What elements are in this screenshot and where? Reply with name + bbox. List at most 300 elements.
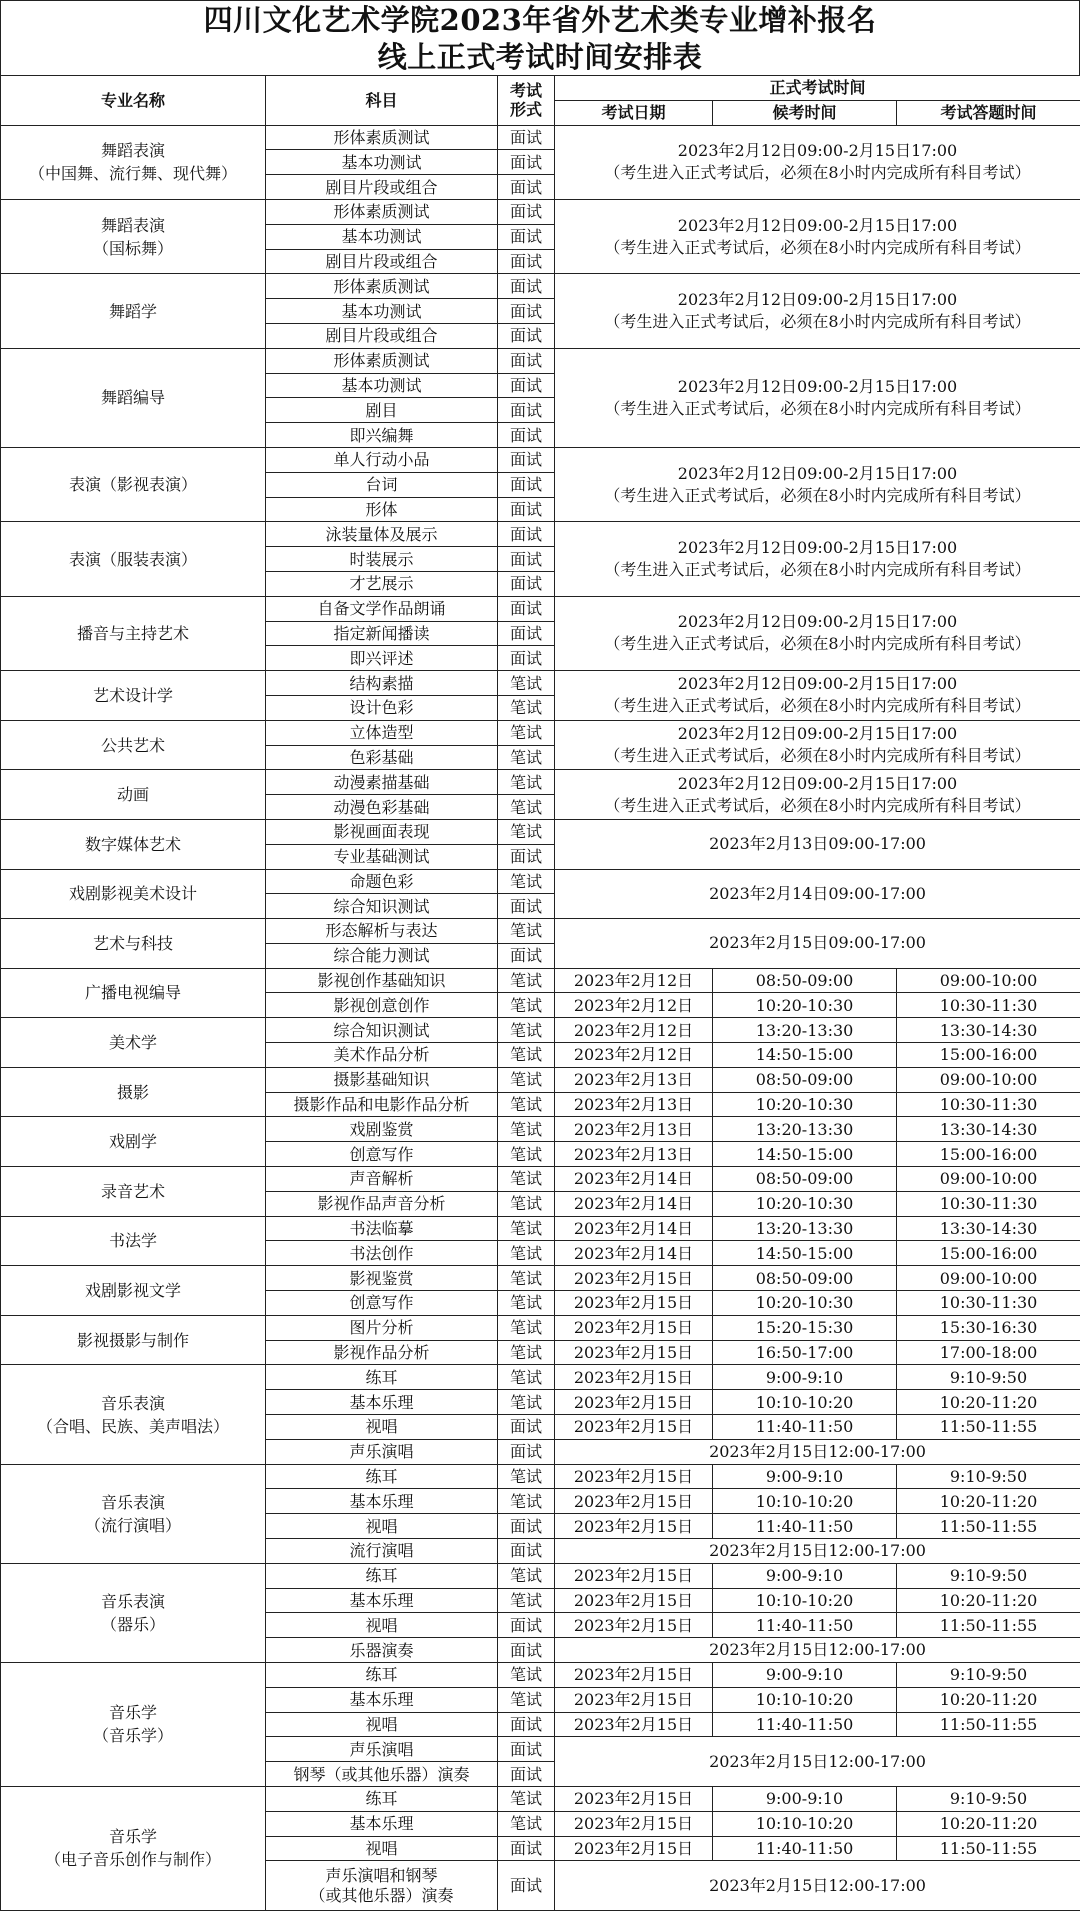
exam-format-cell: 笔试 [498,1291,555,1316]
exam-format-cell: 笔试 [498,1266,555,1291]
exam-date-cell: 2023年2月12日 [555,1018,713,1043]
exam-window-note: （考生进入正式考试后，必须在8小时内完成所有科目考试） [604,696,1031,716]
exam-format-cell: 面试 [498,150,555,175]
subject-cell: 视唱 [266,1613,498,1638]
answer-time-cell: 09:00-10:00 [897,1067,1080,1092]
exam-date-cell: 2023年2月12日 [555,968,713,993]
answer-time-cell: 10:30-11:30 [897,1191,1080,1216]
subject-cell: 影视作品声音分析 [266,1191,498,1216]
answer-time-cell: 15:00-16:00 [897,1043,1080,1068]
exam-date-cell: 2023年2月15日 [555,1563,713,1588]
wait-time-cell: 10:10-10:20 [713,1489,897,1514]
exam-date-cell: 2023年2月15日 [555,1687,713,1712]
table-row [1,968,1080,993]
major-name-line: 播音与主持艺术 [76,623,189,643]
exam-format-cell: 笔试 [498,1191,555,1216]
subject-cell: 摄影作品和电影作品分析 [266,1092,498,1117]
exam-window-note: （考生进入正式考试后，必须在8小时内完成所有科目考试） [604,634,1031,654]
exam-format-cell: 笔试 [498,1786,555,1811]
exam-format-cell: 面试 [498,1861,555,1911]
header-answer-time: 考试答题时间 [897,100,1080,125]
subject-cell: 即兴评述 [266,646,498,671]
exam-format-cell: 面试 [498,224,555,249]
exam-date-cell: 2023年2月15日 [555,1811,713,1836]
major-name-cell [1,1266,266,1316]
exam-format-cell: 笔试 [498,1464,555,1489]
exam-format-cell: 面试 [498,621,555,646]
exam-format-cell: 面试 [498,1836,555,1861]
answer-time-cell: 10:20-11:20 [897,1811,1080,1836]
exam-window-range: 2023年2月13日09:00-17:00 [709,834,926,854]
table-row [1,199,1080,224]
header-subject: 科目 [266,76,498,126]
answer-time-cell: 9:10-9:50 [897,1663,1080,1688]
subject-cell: 基本功测试 [266,150,498,175]
answer-time-cell: 10:30-11:30 [897,993,1080,1018]
answer-time-cell: 13:30-14:30 [897,1018,1080,1043]
major-name-cell [1,199,266,273]
subject-line: （或其他乐器）演奏 [309,1885,454,1905]
subject-cell: 形态解析与表达 [266,919,498,944]
wait-time-cell: 10:10-10:20 [713,1588,897,1613]
major-name-line: 书法学 [108,1231,157,1251]
header-row-1 [1,76,1080,101]
subject-cell: 形体素质测试 [266,125,498,150]
exam-window-note: （考生进入正式考试后，必须在8小时内完成所有科目考试） [604,560,1031,580]
wait-time-cell: 14:50-15:00 [713,1043,897,1068]
header-format-line-1: 考试 [509,81,542,101]
subject-cell: 钢琴（或其他乐器）演奏 [266,1762,498,1787]
exam-format-cell: 面试 [498,1415,555,1440]
exam-date-cell: 2023年2月14日 [555,1216,713,1241]
exam-format-cell: 笔试 [498,1811,555,1836]
exam-window-cell: 2023年2月15日12:00-17:00 [555,1737,1080,1787]
exam-format-cell: 笔试 [498,1092,555,1117]
wait-time-cell: 13:20-13:30 [713,1018,897,1043]
wait-time-cell: 10:10-10:20 [713,1811,897,1836]
exam-format-cell: 笔试 [498,1687,555,1712]
exam-format-cell: 面试 [498,844,555,869]
exam-format-cell: 面试 [498,522,555,547]
exam-window-cell [555,447,1080,521]
wait-time-cell: 10:20-10:30 [713,1092,897,1117]
exam-window-cell: 2023年2月15日12:00-17:00 [555,1638,1080,1663]
subject-cell: 图片分析 [266,1315,498,1340]
major-name-cell [1,1018,266,1068]
wait-time-cell: 08:50-09:00 [713,1167,897,1192]
wait-time-cell: 16:50-17:00 [713,1340,897,1365]
wait-time-cell: 9:00-9:10 [713,1464,897,1489]
answer-time-cell: 11:50-11:55 [897,1712,1080,1737]
major-name-cell [1,720,266,770]
major-name-cell [1,274,266,348]
major-name-line: 影视摄影与制作 [76,1330,189,1350]
subject-cell: 书法临摹 [266,1216,498,1241]
exam-format-cell: 面试 [498,1762,555,1787]
major-name-line: （器乐） [100,1614,165,1634]
major-name-cell [1,1365,266,1464]
exam-format-cell: 笔试 [498,1043,555,1068]
subject-cell: 练耳 [266,1786,498,1811]
major-name-line: 艺术设计学 [92,685,173,705]
exam-format-cell: 笔试 [498,1167,555,1192]
major-name-line: 录音艺术 [100,1181,165,1201]
header-format-line-2: 形式 [509,100,542,120]
table-row [1,1464,1080,1489]
exam-format-cell: 笔试 [498,745,555,770]
exam-format-cell: 面试 [498,423,555,448]
table-row [1,447,1080,472]
subject-cell: 基本乐理 [266,1390,498,1415]
major-name-line: 音乐表演 [100,1393,165,1413]
subject-cell: 台词 [266,472,498,497]
subject-cell: 剧目片段或组合 [266,175,498,200]
answer-time-cell: 13:30-14:30 [897,1216,1080,1241]
exam-format-cell: 面试 [498,348,555,373]
exam-format-cell: 面试 [498,199,555,224]
table-row [1,770,1080,795]
exam-format-cell: 笔试 [498,968,555,993]
subject-cell: 命题色彩 [266,869,498,894]
subject-line: 声乐演唱和钢琴 [325,1865,438,1885]
answer-time-cell: 9:10-9:50 [897,1365,1080,1390]
wait-time-cell: 10:20-10:30 [713,993,897,1018]
subject-cell: 声乐演唱 [266,1439,498,1464]
subject-cell: 才艺展示 [266,571,498,596]
major-name-line: 舞蹈编导 [100,388,165,408]
subject-cell: 基本乐理 [266,1588,498,1613]
wait-time-cell: 9:00-9:10 [713,1365,897,1390]
exam-window-cell [555,522,1080,596]
exam-format-cell: 面试 [498,398,555,423]
exam-window-cell [555,919,1080,969]
major-name-cell [1,447,266,521]
wait-time-cell: 10:10-10:20 [713,1687,897,1712]
major-name-line: 动画 [116,785,149,805]
major-name-cell [1,770,266,820]
wait-time-cell: 08:50-09:00 [713,1266,897,1291]
subject-cell: 影视鉴赏 [266,1266,498,1291]
exam-format-cell: 笔试 [498,1663,555,1688]
table-row [1,1266,1080,1291]
major-name-cell [1,1315,266,1365]
major-name-cell [1,1663,266,1787]
wait-time-cell: 08:50-09:00 [713,968,897,993]
subject-cell: 时装展示 [266,547,498,572]
wait-time-cell: 11:40-11:50 [713,1613,897,1638]
table-row [1,819,1080,844]
exam-window-cell [555,125,1080,199]
subject-cell: 指定新闻播读 [266,621,498,646]
answer-time-cell: 10:20-11:20 [897,1489,1080,1514]
exam-date-cell: 2023年2月15日 [555,1340,713,1365]
major-name-cell [1,1117,266,1167]
exam-window-cell [555,869,1080,919]
exam-window-cell: 2023年2月15日12:00-17:00 [555,1861,1080,1911]
answer-time-cell: 11:50-11:55 [897,1415,1080,1440]
exam-schedule-table [0,75,1080,1911]
exam-window-cell [555,819,1080,869]
major-name-cell [1,1563,266,1662]
major-name-line: （国标舞） [92,238,173,258]
exam-date-cell: 2023年2月15日 [555,1663,713,1688]
exam-date-cell: 2023年2月15日 [555,1514,713,1539]
exam-window-range: 2023年2月15日09:00-17:00 [709,933,926,953]
subject-cell: 色彩基础 [266,745,498,770]
exam-date-cell: 2023年2月15日 [555,1365,713,1390]
subject-cell: 视唱 [266,1836,498,1861]
exam-window-note: （考生进入正式考试后，必须在8小时内完成所有科目考试） [604,398,1031,418]
exam-format-cell: 笔试 [498,720,555,745]
exam-date-cell: 2023年2月15日 [555,1291,713,1316]
subject-cell: 形体素质测试 [266,199,498,224]
subject-cell: 摄影基础知识 [266,1067,498,1092]
subject-cell: 剧目片段或组合 [266,249,498,274]
exam-date-cell: 2023年2月14日 [555,1191,713,1216]
exam-window-range: 2023年2月12日09:00-2月15日17:00 [677,773,958,793]
exam-format-cell: 笔试 [498,1315,555,1340]
table-row [1,1216,1080,1241]
subject-cell: 综合知识测试 [266,894,498,919]
exam-window-note: （考生进入正式考试后，必须在8小时内完成所有科目考试） [604,795,1031,815]
subject-cell: 书法创作 [266,1241,498,1266]
subject-cell: 形体素质测试 [266,274,498,299]
exam-window-cell [555,770,1080,820]
subject-cell: 乐器演奏 [266,1638,498,1663]
exam-format-cell: 面试 [498,894,555,919]
answer-time-cell: 10:20-11:20 [897,1390,1080,1415]
exam-window-cell: 2023年2月15日12:00-17:00 [555,1439,1080,1464]
answer-time-cell: 09:00-10:00 [897,1266,1080,1291]
subject-cell [266,1861,498,1911]
wait-time-cell: 15:20-15:30 [713,1315,897,1340]
answer-time-cell: 10:30-11:30 [897,1092,1080,1117]
answer-time-cell: 15:00-16:00 [897,1241,1080,1266]
subject-cell: 影视画面表现 [266,819,498,844]
exam-date-cell: 2023年2月12日 [555,993,713,1018]
subject-cell: 结构素描 [266,671,498,696]
exam-format-cell: 笔试 [498,1563,555,1588]
exam-format-cell: 笔试 [498,795,555,820]
subject-cell: 形体素质测试 [266,348,498,373]
subject-cell: 立体造型 [266,720,498,745]
major-name-cell [1,968,266,1018]
subject-cell: 视唱 [266,1415,498,1440]
table-row [1,274,1080,299]
subject-cell: 综合知识测试 [266,1018,498,1043]
exam-format-cell: 面试 [498,1613,555,1638]
subject-cell: 自备文学作品朗诵 [266,596,498,621]
wait-time-cell: 9:00-9:10 [713,1663,897,1688]
wait-time-cell: 10:10-10:20 [713,1390,897,1415]
subject-cell: 专业基础测试 [266,844,498,869]
answer-time-cell: 13:30-14:30 [897,1117,1080,1142]
major-name-cell [1,125,266,199]
subject-cell: 练耳 [266,1464,498,1489]
exam-window-range: 2023年2月12日09:00-2月15日17:00 [677,376,958,396]
exam-date-cell: 2023年2月15日 [555,1464,713,1489]
major-name-line: （合唱、民族、美声唱法） [36,1416,229,1436]
exam-format-cell: 面试 [498,1539,555,1564]
major-name-cell [1,919,266,969]
exam-format-cell: 笔试 [498,1241,555,1266]
exam-format-cell: 面试 [498,497,555,522]
wait-time-cell: 13:20-13:30 [713,1117,897,1142]
subject-cell: 基本乐理 [266,1687,498,1712]
exam-date-cell: 2023年2月13日 [555,1142,713,1167]
subject-cell: 基本乐理 [266,1811,498,1836]
answer-time-cell: 15:30-16:30 [897,1315,1080,1340]
exam-date-cell: 2023年2月15日 [555,1315,713,1340]
subject-cell: 影视创意创作 [266,993,498,1018]
exam-window-note: （考生进入正式考试后，必须在8小时内完成所有科目考试） [604,237,1031,257]
wait-time-cell: 08:50-09:00 [713,1067,897,1092]
table-row [1,671,1080,696]
exam-format-cell: 面试 [498,1439,555,1464]
table-row [1,720,1080,745]
table-row [1,1167,1080,1192]
wait-time-cell: 11:40-11:50 [713,1415,897,1440]
exam-format-cell: 笔试 [498,1142,555,1167]
major-name-line: 音乐学 [108,1703,157,1723]
answer-time-cell: 10:20-11:20 [897,1588,1080,1613]
exam-date-cell: 2023年2月15日 [555,1588,713,1613]
answer-time-cell: 09:00-10:00 [897,1167,1080,1192]
subject-cell: 练耳 [266,1563,498,1588]
major-name-cell [1,1786,266,1910]
exam-window-cell [555,274,1080,348]
exam-window-range: 2023年2月12日09:00-2月15日17:00 [677,538,958,558]
major-name-cell [1,671,266,721]
exam-format-cell: 面试 [498,323,555,348]
major-name-line: 表演（影视表演） [68,475,197,495]
exam-format-cell: 面试 [498,1712,555,1737]
wait-time-cell: 11:40-11:50 [713,1514,897,1539]
exam-date-cell: 2023年2月13日 [555,1067,713,1092]
major-name-cell [1,1464,266,1563]
subject-cell: 动漫素描基础 [266,770,498,795]
table-row [1,1018,1080,1043]
major-name-line: 广播电视编导 [84,983,181,1003]
major-name-cell [1,348,266,447]
exam-date-cell: 2023年2月14日 [555,1167,713,1192]
major-name-cell [1,1216,266,1266]
wait-time-cell: 10:20-10:30 [713,1191,897,1216]
exam-date-cell: 2023年2月15日 [555,1786,713,1811]
exam-window-cell [555,720,1080,770]
wait-time-cell: 14:50-15:00 [713,1241,897,1266]
title-line-1: 四川文化艺术学院2023年省外艺术类专业增补报名 [203,3,877,37]
major-name-line: 音乐学 [108,1827,157,1847]
major-name-line: 音乐表演 [100,1492,165,1512]
exam-format-cell: 笔试 [498,1390,555,1415]
exam-window-cell [555,596,1080,670]
major-name-line: 戏剧影视文学 [84,1281,181,1301]
wait-time-cell: 9:00-9:10 [713,1563,897,1588]
wait-time-cell: 9:00-9:10 [713,1786,897,1811]
exam-format-cell: 面试 [498,571,555,596]
exam-format-cell: 笔试 [498,1365,555,1390]
subject-cell: 创意写作 [266,1291,498,1316]
exam-format-cell: 面试 [498,472,555,497]
table-row [1,348,1080,373]
exam-window-range: 2023年2月14日09:00-17:00 [709,883,926,903]
exam-date-cell: 2023年2月15日 [555,1613,713,1638]
major-name-line: （中国舞、流行舞、现代舞） [28,164,237,184]
exam-format-cell: 面试 [498,596,555,621]
subject-cell: 练耳 [266,1365,498,1390]
exam-window-cell [555,671,1080,721]
major-name-cell [1,1167,266,1217]
subject-cell: 美术作品分析 [266,1043,498,1068]
exam-date-cell: 2023年2月12日 [555,1043,713,1068]
major-name-line: 公共艺术 [100,735,165,755]
exam-format-cell: 面试 [498,373,555,398]
table-row [1,919,1080,944]
wait-time-cell: 10:20-10:30 [713,1291,897,1316]
major-name-line: （电子音乐创作与制作） [44,1850,221,1870]
exam-format-cell: 笔试 [498,695,555,720]
exam-window-range: 2023年2月12日09:00-2月15日17:00 [677,724,958,744]
subject-cell: 剧目 [266,398,498,423]
answer-time-cell: 11:50-11:55 [897,1836,1080,1861]
wait-time-cell: 11:40-11:50 [713,1712,897,1737]
major-name-cell [1,819,266,869]
major-name-line: 戏剧影视美术设计 [68,884,197,904]
exam-format-cell: 面试 [498,1737,555,1762]
title-line-2: 线上正式考试时间安排表 [377,40,703,74]
table-row [1,869,1080,894]
exam-date-cell: 2023年2月15日 [555,1266,713,1291]
exam-window-note: （考生进入正式考试后，必须在8小时内完成所有科目考试） [604,163,1031,183]
major-name-line: 舞蹈学 [108,301,157,321]
subject-cell: 基本功测试 [266,373,498,398]
exam-format-cell: 笔试 [498,1340,555,1365]
exam-format-cell: 笔试 [498,1489,555,1514]
major-name-cell [1,522,266,596]
subject-cell: 动漫色彩基础 [266,795,498,820]
subject-cell: 练耳 [266,1663,498,1688]
document-title [0,0,1080,75]
table-row [1,1315,1080,1340]
exam-window-cell [555,348,1080,447]
exam-date-cell: 2023年2月13日 [555,1117,713,1142]
exam-date-cell: 2023年2月14日 [555,1241,713,1266]
subject-cell: 单人行动小品 [266,447,498,472]
subject-cell: 综合能力测试 [266,943,498,968]
exam-window-range: 2023年2月12日09:00-2月15日17:00 [677,141,958,161]
exam-format-cell: 面试 [498,1514,555,1539]
table-row [1,1563,1080,1588]
subject-cell: 声乐演唱 [266,1737,498,1762]
exam-format-cell: 面试 [498,274,555,299]
exam-format-cell: 笔试 [498,1067,555,1092]
major-name-cell [1,869,266,919]
answer-time-cell: 17:00-18:00 [897,1340,1080,1365]
exam-format-cell: 笔试 [498,993,555,1018]
exam-format-cell: 笔试 [498,1117,555,1142]
major-name-cell [1,596,266,670]
exam-window-range: 2023年2月12日09:00-2月15日17:00 [677,612,958,632]
subject-cell: 基本功测试 [266,299,498,324]
exam-window-range: 2023年2月12日09:00-2月15日17:00 [677,463,958,483]
header-major: 专业名称 [1,76,266,126]
exam-format-cell: 笔试 [498,1216,555,1241]
major-name-line: （流行演唱） [84,1515,181,1535]
answer-time-cell: 9:10-9:50 [897,1464,1080,1489]
exam-format-cell: 面试 [498,175,555,200]
answer-time-cell: 09:00-10:00 [897,968,1080,993]
